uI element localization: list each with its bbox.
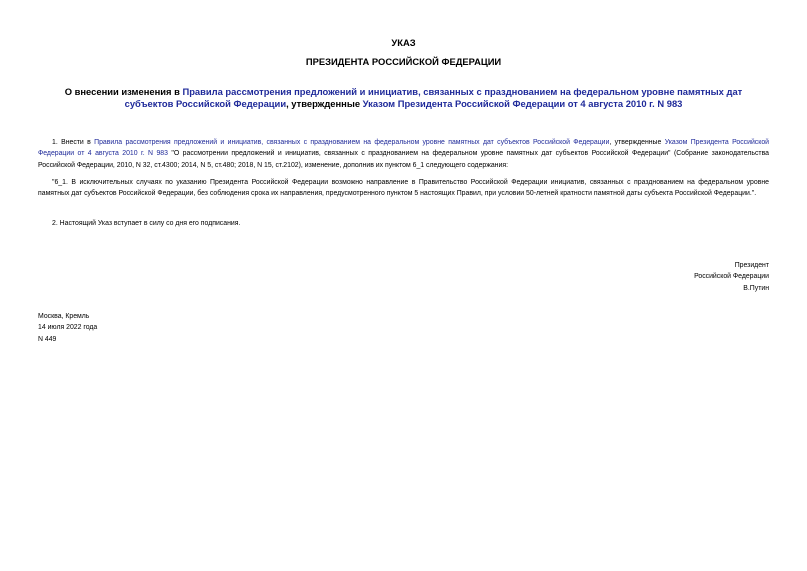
signature-block: [694, 260, 769, 294]
paragraph-1-middle: , утвержденные: [609, 139, 665, 146]
document-page: [38, 0, 769, 571]
decree-heading: УКАЗ: [391, 37, 416, 48]
title-rules-link[interactable]: Правила рассмотрения предложений и инициатив, связанных с празднованием на федеральном уровне памятных дат субъектов Российской Федерации: [124, 86, 743, 109]
title-middle: , утвержденные: [286, 97, 363, 109]
paragraph-1-prefix: 1. Внести в: [52, 139, 95, 146]
date: 14 июля 2022 года: [38, 324, 98, 332]
decree-subheading: ПРЕЗИДЕНТА РОССИЙСКОЙ ФЕДЕРАЦИИ: [305, 56, 502, 67]
paragraph-3: 2. Настоящий Указ вступает в силу со дня его подписания.: [52, 220, 241, 227]
decree-number: N 449: [38, 335, 57, 343]
signature-position: Президент: [734, 262, 769, 269]
place-date-block: [38, 311, 97, 345]
paragraph-1-rules-link[interactable]: Правила рассмотрения предложений и инициатив, связанных с празднованием на федеральном уровне памятных дат субъектов Российской Федерации: [94, 139, 610, 146]
title-decree-link[interactable]: Указом Президента Российской Федерации от 4 августа 2010 г. N 983: [362, 97, 683, 109]
paragraph-1-decree-link[interactable]: Указом Президента Российской Федерации от 4 августа 2010 г. N 983: [38, 139, 770, 158]
paragraph-1: [38, 137, 769, 171]
paragraph-1-rest: "О рассмотрении предложений и инициатив, связанных с празднованием на федеральном уровне памятных дат субъектов Российской Федерации" (Собрание законодательства Российской Федерации, 2010, N 32, ст.4300; 2014, N 5, ст.480; 2018, N 15, ст.2102), изменение, дополнив их пунктом 6_1 следующего содержания:: [38, 150, 769, 169]
paragraph-2: "6_1. В исключительных случаях по указанию Президента Российской Федерации возможно направление в Правительство Российской Федерации инициатив, связанных с празднованием на федеральном уровне памятных дат субъектов Российской Федерации, без соблюдения срока их направления, предусмотренного пунктом 5 настоящих Правил, при условии 50-летней кратности памятной даты субъекта Российской Федерации.".: [38, 179, 769, 198]
place: Москва, Кремль: [38, 313, 90, 320]
signature-country: Российской Федерации: [694, 273, 769, 281]
decree-title: [48, 86, 759, 109]
signature-name: В.Путин: [743, 284, 769, 292]
title-prefix: О внесении изменения в: [64, 86, 183, 97]
